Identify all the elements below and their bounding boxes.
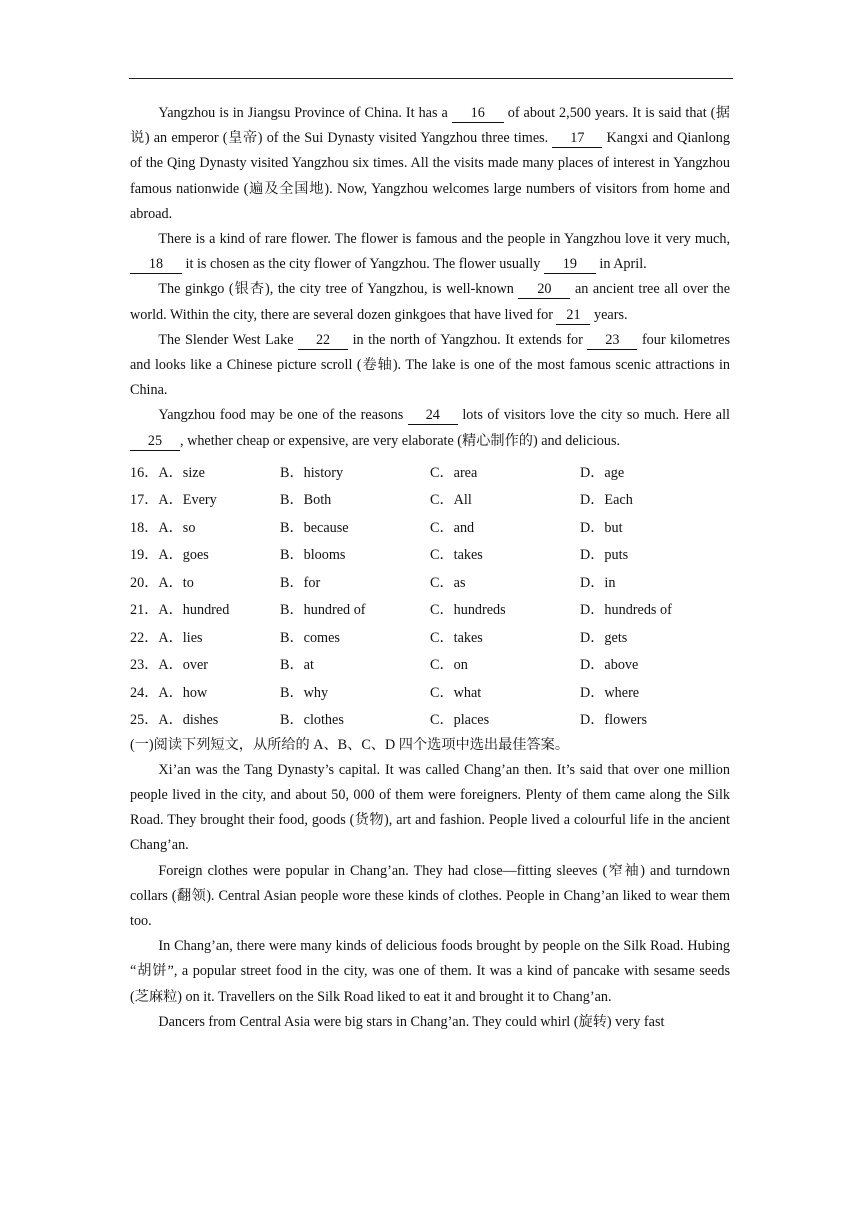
option-c[interactable]: C．All (430, 492, 472, 509)
option-b[interactable]: B．at (280, 657, 314, 674)
blank-20[interactable]: 20 (518, 281, 570, 299)
passage1-paragraph-2 (130, 227, 730, 277)
passage2-paragraph-1: Xi’an was the Tang Dynasty’s capital. It was called Chang’an then. It’s said that over one million people lived in the city, and about 50, 000 of them were foreigners. Plenty of them came along the Silk Road. They brought their food, goods (货物), art and fashion. People lived a colourful life in the ancient Chang’an. (130, 761, 730, 854)
option-a[interactable]: 24．A．how (130, 684, 208, 701)
option-a[interactable]: 18．A．so (130, 519, 196, 536)
passage1-paragraph-5 (130, 403, 730, 453)
text-run: Yangzhou is in Jiangsu Province of China. It has a (158, 105, 452, 121)
option-a[interactable]: 20．A．to (130, 574, 194, 591)
passage1-paragraph-4 (130, 328, 730, 404)
option-c[interactable]: C．and (430, 519, 475, 536)
option-b[interactable]: B．for (280, 574, 321, 591)
option-a[interactable]: 21．A．hundred (130, 602, 230, 619)
blank-22[interactable]: 22 (298, 332, 348, 350)
option-c[interactable]: C．as (430, 574, 466, 591)
option-row-24 (130, 678, 730, 706)
option-b[interactable]: B．Both (280, 492, 332, 509)
text-run: lots of visitors love the city so much. Here all (457, 407, 730, 424)
option-d[interactable]: D．in (580, 574, 616, 591)
option-c[interactable]: C．area (430, 464, 478, 481)
option-b[interactable]: B．blooms (280, 547, 346, 564)
passage2-paragraph-2: Foreign clothes were popular in Chang’an. They had close—fitting sleeves (窄袖) and turndown collars (翻领). Central Asian people wore these kinds of clothes. People in Chang’an liked to wear them too. (130, 862, 730, 930)
option-d[interactable]: D．above (580, 657, 639, 674)
option-c[interactable]: C．takes (430, 629, 483, 646)
passage2-paragraph-3: In Chang’an, there were many kinds of delicious foods brought by people on the Silk Road. Hubing “胡饼”, a popular street food in the city, was one of them. It was a kind of pancake with sesame seeds (芝麻粒) on it. Travellers on the Silk Road liked to eat it and brought it to Chang’an. (130, 938, 730, 1005)
text-run: years. (590, 306, 628, 323)
blank-24[interactable]: 24 (408, 407, 458, 425)
option-b[interactable]: B．because (280, 519, 349, 536)
blank-23[interactable]: 23 (587, 332, 637, 350)
text-run: The ginkgo (银杏), the city tree of Yangzhou, is well-known (158, 281, 519, 298)
option-row-21 (130, 595, 730, 623)
blank-18[interactable]: 18 (130, 256, 182, 274)
option-d[interactable]: D．flowers (580, 712, 647, 729)
option-c[interactable]: C．hundreds (430, 602, 506, 619)
blank-16[interactable]: 16 (452, 105, 504, 123)
document-body (130, 101, 730, 1035)
option-a[interactable]: 23．A．over (130, 657, 209, 674)
option-d[interactable]: D．where (580, 684, 640, 701)
option-a[interactable]: 16．A．size (130, 464, 205, 481)
option-b[interactable]: B．hundred of (280, 602, 366, 619)
option-b[interactable]: B．comes (280, 629, 340, 646)
passage1-paragraph-1 (130, 101, 730, 227)
option-a[interactable]: 19．A．goes (130, 547, 209, 564)
option-row-25 (130, 705, 730, 733)
section-heading: (一)阅读下列短文，从所给的 A、B、C、D 四个选项中选出最佳答案。 (130, 736, 570, 753)
blank-25[interactable]: 25 (130, 433, 180, 451)
text-run: in the north of Yangzhou. It extends for (348, 331, 588, 348)
header-rule (129, 78, 733, 79)
text-run: Yangzhou food may be one of the reasons (158, 407, 408, 424)
option-c[interactable]: C．places (430, 712, 490, 729)
passage1-paragraph-3 (130, 277, 730, 327)
option-c[interactable]: C．on (430, 657, 468, 674)
option-c[interactable]: C．what (430, 684, 482, 701)
option-d[interactable]: D．Each (580, 492, 633, 509)
text-run: Kangxi and Qianlong of the Qing Dynasty visited Yangzhou six times. All the visits made many places of interest in Yangzhou famous nationwide (遍及全国地). Now, Yangzhou welcomes large numbers of visitors from home and abroad. (130, 130, 730, 222)
text-run: an ancient tree all over the world. Within the city, there are several dozen ginkgoes that have lived for (130, 281, 730, 323)
text-run: it is chosen as the city flower of Yangzhou. The flower usually (182, 256, 544, 273)
option-a[interactable]: 17．A．Every (130, 492, 217, 509)
text-run: in April. (595, 256, 647, 273)
option-row-19 (130, 540, 730, 568)
option-d[interactable]: D．hundreds of (580, 602, 672, 619)
option-a[interactable]: 22．A．lies (130, 629, 203, 646)
option-row-22 (130, 623, 730, 651)
option-row-23 (130, 650, 730, 678)
blank-17[interactable]: 17 (552, 130, 602, 148)
option-b[interactable]: B．history (280, 464, 344, 481)
option-d[interactable]: D．gets (580, 629, 628, 646)
text-run: , whether cheap or expensive, are very elaborate (精心制作的) and delicious. (180, 432, 621, 449)
option-row-20 (130, 568, 730, 596)
option-row-18 (130, 513, 730, 541)
option-row-16 (130, 458, 730, 486)
option-d[interactable]: D．but (580, 519, 623, 536)
option-b[interactable]: B．clothes (280, 712, 344, 729)
text-run: There is a kind of rare flower. The flower is famous and the people in Yangzhou love it very much, (158, 231, 730, 248)
text-run: The Slender West Lake (158, 331, 299, 348)
option-a[interactable]: 25．A．dishes (130, 712, 219, 729)
option-row-17 (130, 485, 730, 513)
option-d[interactable]: D．puts (580, 547, 629, 564)
option-c[interactable]: C．takes (430, 547, 483, 564)
blank-21[interactable]: 21 (556, 307, 590, 325)
passage2-paragraph-4: Dancers from Central Asia were big stars in Chang’an. They could whirl (旋转) very fast (158, 1013, 665, 1030)
options-list (130, 458, 730, 733)
blank-19[interactable]: 19 (544, 256, 596, 274)
text-run: of about 2,500 years. It is said that (据说) an emperor (皇帝) of the Sui Dynasty visited Yangzhou three times. (130, 105, 730, 147)
option-d[interactable]: D．age (580, 464, 625, 481)
text-run: four kilometres and looks like a Chinese picture scroll (卷轴). The lake is one of the most famous scenic attractions in China. (130, 331, 730, 399)
option-b[interactable]: B．why (280, 684, 329, 701)
